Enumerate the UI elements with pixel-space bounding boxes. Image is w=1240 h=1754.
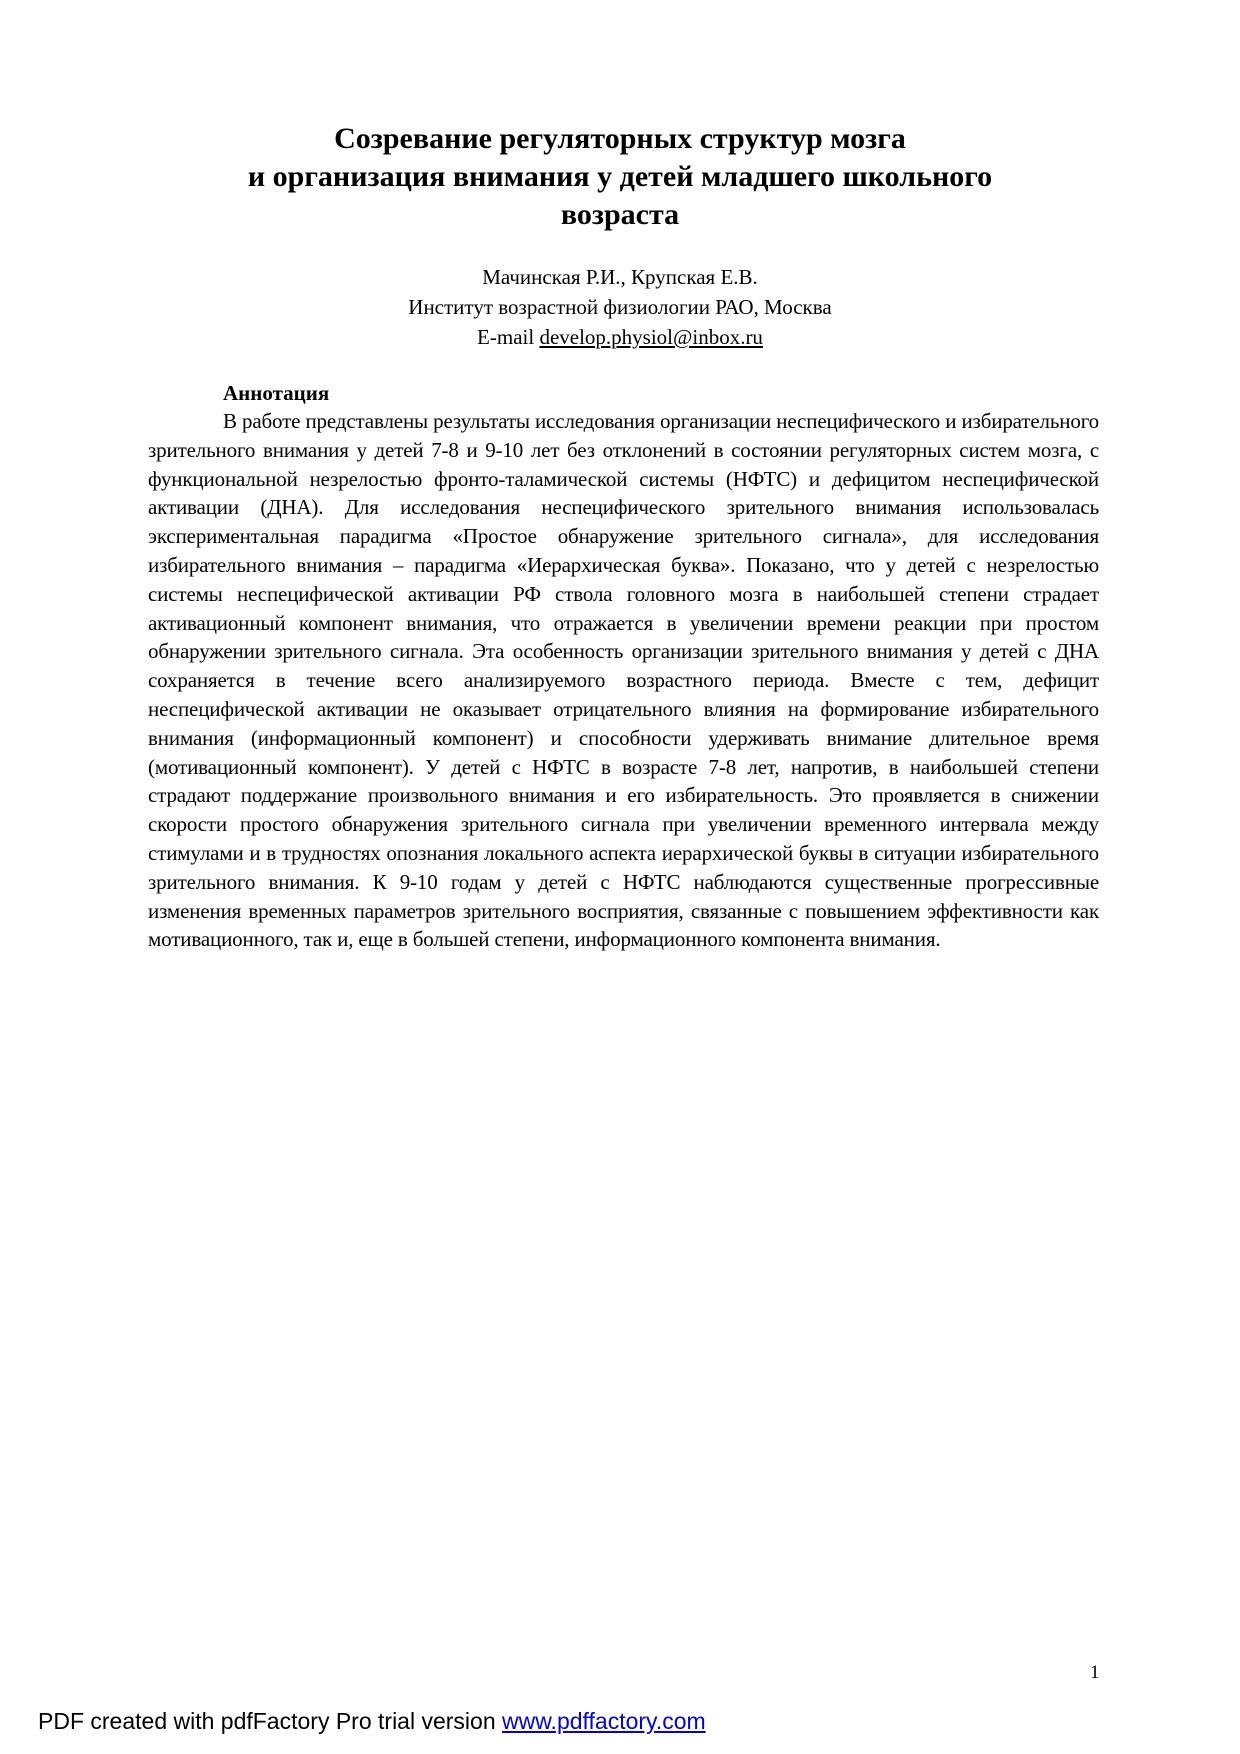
affiliation: Институт возрастной физиологии РАО, Москва xyxy=(408,295,832,319)
author-info xyxy=(150,262,1090,352)
authors: Мачинская Р.И., Крупская Е.В. xyxy=(482,265,758,289)
abstract-body: В работе представлены результаты исследования организации неспецифического и избирательного зрительного внимания у детей 7-8 и 9-10 лет без отклонений в состоянии регуляторных систем мозга, с функциональной незрелостью фронто-таламической системы (НФТС) и дефицитом неспецифической активации (ДНА). Для исследования неспецифического зрительного внимания использовалась экспериментальная парадигма «Простое обнаружение зрительного сигнала», для исследования избирательного внимания – парадигма «Иерархическая буква». Показано, что у детей с незрелостью системы неспецифической активации РФ ствола головного мозга в наибольшей степени страдает активационный компонент внимания, что отражается в увеличении времени реакции при простом обнаружении зрительного сигнала. Эта особенность организации зрительного внимания у детей с ДНА сохраняется в течение всего анализируемого возрастного периода. Вместе с тем, дефицит неспецифической активации не оказывает отрицательного влияния на формирование избирательного внимания (информационный компонент) и способности удерживать внимание длительное время (мотивационный компонент). У детей с НФТС в возрасте 7-8 лет, напротив, в наибольшей степени страдают поддержание произвольного внимания и его избирательность. Это проявляется в снижении скорости простого обнаружения зрительного сигнала при увеличении временного интервала между стимулами и в трудностях опознания локального аспекта иерархической буквы в ситуации избирательного зрительного внимания. К 9-10 годам у детей с НФТС наблюдаются существенные прогрессивные изменения временных параметров зрительного восприятия, связанные с повышением эффективности как мотивационного, так и, еще в большей степени, информационного компонента внимания. xyxy=(148,409,1099,952)
title-line-2: и организация внимания у детей младшего школьного xyxy=(247,160,993,193)
abstract-heading: Аннотация xyxy=(223,381,330,405)
abstract-section xyxy=(148,379,1099,954)
email-label: E-mail xyxy=(477,325,540,349)
title-line-3: возраста xyxy=(560,198,680,231)
footer-text: PDF created with pdfFactory Pro trial version xyxy=(38,1708,502,1734)
email-line xyxy=(150,322,1090,352)
pdf-footer-banner xyxy=(38,1706,706,1736)
email-link[interactable]: develop.physiol@inbox.ru xyxy=(539,325,763,349)
paper-title xyxy=(150,120,1090,234)
page-number: 1 xyxy=(1090,1662,1100,1683)
footer-link[interactable]: www.pdffactory.com xyxy=(502,1708,706,1734)
title-line-1: Созревание регуляторных структур мозга xyxy=(334,122,906,155)
